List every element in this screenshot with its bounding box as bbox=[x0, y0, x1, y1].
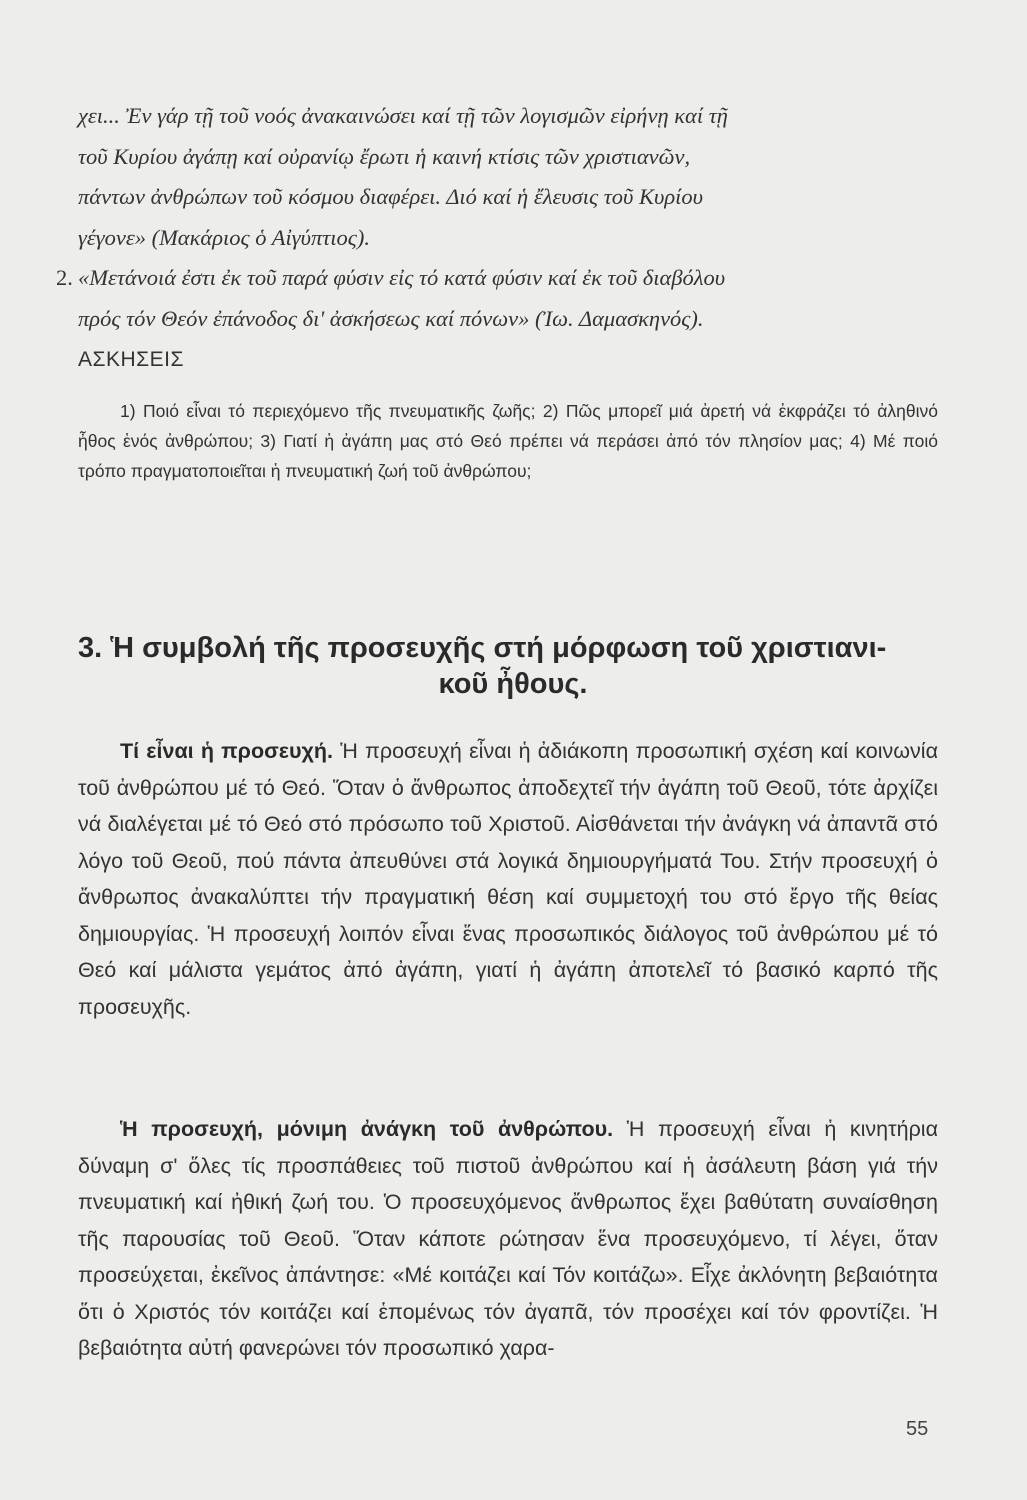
paragraph-body: Ἡ προσευχή εἶναι ἡ κινητήρια δύναμη σ' ὅλες τίς προσπάθειες τοῦ πιστοῦ ἀνθρώπου καί ἡ ἀσάλευτη βάση γιά τήν πνευματική καί ἠθική ζωή του. Ὁ προσευχόμενος ἄνθρωπος ἔχει βαθύτατη συναίσθηση τῆς παρουσίας τοῦ Θεοῦ. Ὅταν κάποτε ρώτησαν ἕνα προσευχόμενο, τί λέγει, ὅταν προσεύχεται, ἐκεῖνος ἀπάντησε: «Μέ κοιτάζει καί Τόν κοιτάζω». Εἶχε ἀκλόνητη βεβαιότητα ὅτι ὁ Χριστός τόν κοιτάζει καί ἑπομένως τόν ἀγαπᾶ, τόν προσέχει καί τόν φροντίζει. Ἡ βεβαιότητα αὐτή φανερώνει τόν προσωπικό χαρα- bbox=[78, 1117, 939, 1360]
quote-item-2 bbox=[56, 258, 938, 299]
quotation-block bbox=[56, 96, 938, 339]
heading-line-2: κοῦ ἦθους. bbox=[438, 668, 588, 700]
quote-line: «Μετάνοιά ἐστι ἐκ τοῦ παρά φύσιν εἰς τό κατά φύσιν καί ἐκ τοῦ διαβόλου bbox=[78, 265, 726, 290]
quote-line: πρός τόν Θεόν ἐπάνοδος δι' ἀσκήσεως καί πόνων» (Ἰω. Δαμασκηνός). bbox=[78, 305, 704, 331]
item-number: 2. bbox=[56, 265, 73, 290]
paragraph-lead: Τί εἶναι ἡ προσευχή. bbox=[120, 739, 333, 763]
quote-line: γέγονε» (Μακάριος ὁ Αἰγύπτιος). bbox=[78, 224, 371, 250]
exercises-title: ΑΣΚΗΣΕΙΣ bbox=[78, 348, 184, 371]
quote-line: πάντων ἀνθρώπων τοῦ κόσμου διαφέρει. Διό καί ἡ ἔλευσις τοῦ Κυρίου bbox=[78, 184, 703, 209]
paragraph-prayer-need bbox=[78, 1111, 938, 1367]
heading-line-1: 3. Ἡ συμβολή τῆς προσευχῆς στή μόρφωση τοῦ χριστιανι- bbox=[78, 632, 887, 664]
paragraph-body: Ἡ προσευχή εἶναι ἡ ἀδιάκοπη προσωπική σχέση καί κοινωνία τοῦ ἀνθρώπου μέ τό Θεό. Ὅταν ὁ ἄνθρωπος ἀποδεχτεῖ τήν ἀγάπη τοῦ Θεοῦ, τότε ἀρχίζει νά διαλέγεται μέ τό Θεό στό πρόσωπο τοῦ Χριστοῦ. Αἰσθάνεται τήν ἀνάγκη νά ἀπαντᾶ στό λόγο τοῦ Θεοῦ, πού πάντα ἀπευθύνει στά λογικά δημιουργήματά Του. Στήν προσευχή ὁ ἄνθρωπος ἀνακαλύπτει τήν πραγματική θέση καί συμμετοχή του στό ἔργο τῆς θείας δημιουργίας. Ἡ προσευχή λοιπόν εἶναι ἕνας προσωπικός διάλογος τοῦ ἀνθρώπου μέ τό Θεό καί μάλιστα γεμάτος ἀπό ἀγάπη, γιατί ἡ ἀγάπη ἀποτελεῖ τό βασικό καρπό τῆς προσευχῆς. bbox=[78, 739, 938, 1019]
quote-line: χει... Ἐν γάρ τῇ τοῦ νοός ἀνακαινώσει καί τῇ τῶν λογισμῶν εἰρήνῃ καί τῇ bbox=[78, 103, 728, 128]
exercises-text: 1) Ποιό εἶναι τό περιεχόμενο τῆς πνευματικῆς ζωῆς; 2) Πῶς μπορεῖ μιά ἀρετή νά ἐκφράζει τό ἀληθινό ἦθος ἑνός ἀνθρώπου; 3) Γιατί ἡ ἀγάπη μας στό Θεό πρέπει νά περάσει ἀπό τόν πλησίον μας; 4) Μέ ποιό τρόπο πραγματοποιεῖται ἡ πνευματική ζωή τοῦ ἀνθρώπου; bbox=[78, 401, 938, 481]
paragraph-what-is-prayer bbox=[78, 733, 938, 1025]
paragraph-lead: Ἡ προσευχή, μόνιμη ἀνάγκη τοῦ ἀνθρώπου. bbox=[120, 1117, 614, 1141]
page-number: 55 bbox=[906, 1418, 929, 1440]
section-heading bbox=[78, 630, 948, 702]
quote-line: τοῦ Κυρίου ἀγάπῃ καί οὐρανίῳ ἔρωτι ἡ καινή κτίσις τῶν χριστιανῶν, bbox=[78, 143, 691, 169]
